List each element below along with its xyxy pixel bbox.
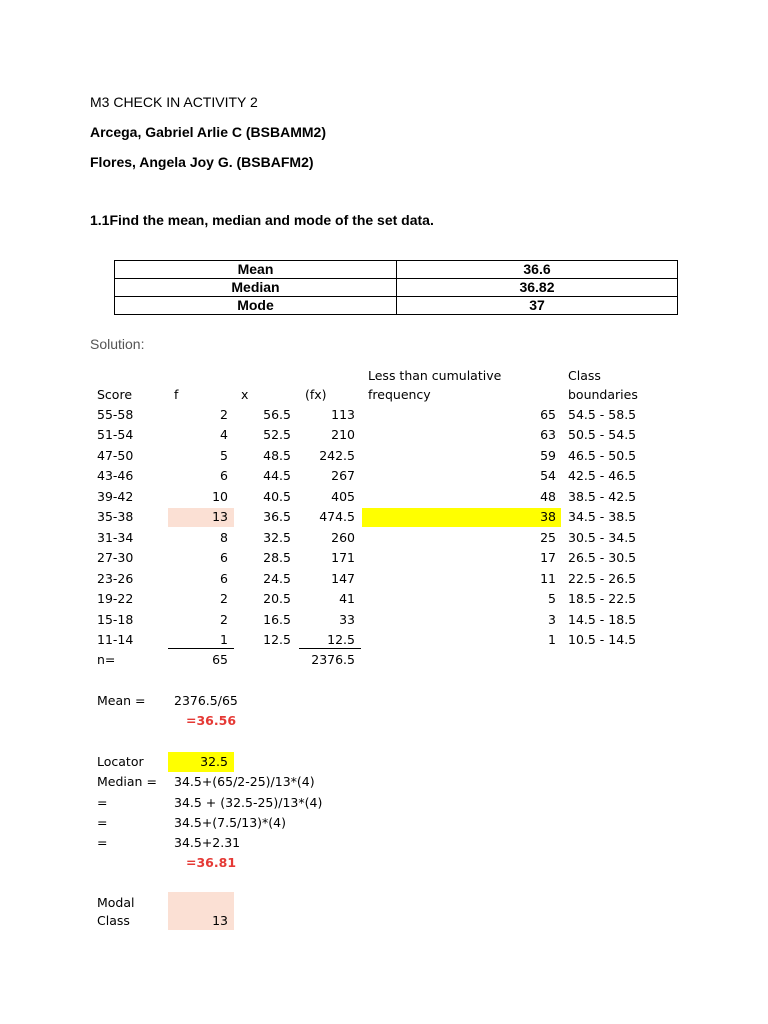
cell-fx: 267 [331,468,355,483]
median-label: Median = [97,774,157,789]
cell-fx: 405 [331,489,355,504]
summary-label: Mode [115,297,397,315]
cell-lcf: 65 [540,407,556,422]
equals-sign: = [97,815,108,830]
cell-lcf: 3 [548,612,556,627]
cell-x: 36.5 [263,509,291,524]
cell-score: 19-22 [97,591,134,606]
cell-score: 27-30 [97,550,134,565]
total-label: n= [97,652,116,667]
mean-result: =36.56 [186,713,237,728]
cell-f: 6 [220,550,228,565]
equals-sign: = [97,835,108,850]
cell-cb: 54.5 - 58.5 [568,407,637,422]
cell-x: 32.5 [263,530,291,545]
cell-x: 24.5 [263,571,291,586]
cell-fx: 210 [331,427,355,442]
cell-cb: 26.5 - 30.5 [568,550,637,565]
cell-x: 16.5 [263,612,291,627]
cell-f: 5 [220,448,228,463]
header-f: f [174,387,179,402]
header-score: Score [97,387,133,402]
cell-f: 6 [220,468,228,483]
author-1: Arcega, Gabriel Arlie C (BSBAMM2) [90,124,326,140]
cell-lcf: 38 [540,509,556,524]
median-step-3: 34.5+(7.5/13)*(4) [174,815,287,830]
summary-label: Mean [115,261,397,279]
cell-fx: 171 [331,550,355,565]
cell-fx: 242.5 [319,448,355,463]
median-step-2: 34.5 + (32.5-25)/13*(4) [174,795,323,810]
cell-score: 47-50 [97,448,134,463]
cell-score: 39-42 [97,489,134,504]
header-x: x [241,387,249,402]
summary-value: 36.82 [397,279,678,297]
summary-value: 36.6 [397,261,678,279]
cell-x: 28.5 [263,550,291,565]
mean-formula: 2376.5/65 [174,693,238,708]
summary-table [114,260,678,315]
cell-fx: 113 [331,407,355,422]
total-f: 65 [212,652,228,667]
cell-fx: 474.5 [319,509,355,524]
question-text: 1.1Find the mean, median and mode of the set data. [90,212,434,228]
cell-x: 52.5 [263,427,291,442]
locator-label: Locator [97,754,144,769]
modal-label: Modal [97,895,135,910]
cell-x: 12.5 [263,632,291,647]
cell-lcf: 17 [540,550,556,565]
median-step-4: 34.5+2.31 [174,835,241,850]
cell-cb: 30.5 - 34.5 [568,530,637,545]
cell-f: 13 [212,509,228,524]
locator-value: 32.5 [168,752,234,772]
cell-f: 8 [220,530,228,545]
cell-f: 6 [220,571,228,586]
summary-row-median [115,279,678,297]
cell-fx: 260 [331,530,355,545]
total-fx: 2376.5 [311,652,355,667]
fx-total-rule [299,648,361,649]
cell-cb: 42.5 - 46.5 [568,468,637,483]
header-cb-line1: Class [568,368,601,383]
cell-cb: 46.5 - 50.5 [568,448,637,463]
cell-x: 20.5 [263,591,291,606]
cell-x: 48.5 [263,448,291,463]
cell-lcf: 54 [540,468,556,483]
header-fx: (fx) [305,387,327,402]
median-step-1: 34.5+(65/2-25)/13*(4) [174,774,315,789]
cell-cb: 10.5 - 14.5 [568,632,637,647]
equals-sign: = [97,795,108,810]
header-cb-line2: boundaries [568,387,638,402]
cell-score: 55-58 [97,407,134,422]
cell-lcf: 1 [548,632,556,647]
summary-row-mean [115,261,678,279]
cell-score: 43-46 [97,468,134,483]
author-2: Flores, Angela Joy G. (BSBAFM2) [90,154,314,170]
f-total-rule [168,648,234,649]
cell-f: 2 [220,612,228,627]
median-result: =36.81 [186,855,237,870]
summary-label: Median [115,279,397,297]
cell-score: 35-38 [97,509,134,524]
cell-lcf: 5 [548,591,556,606]
cell-score: 15-18 [97,612,134,627]
cell-f: 10 [212,489,228,504]
cell-x: 40.5 [263,489,291,504]
cell-lcf: 48 [540,489,556,504]
cell-f: 2 [220,407,228,422]
cell-f: 1 [220,632,228,647]
cell-cb: 14.5 - 18.5 [568,612,637,627]
modal-class-value: 13 [212,913,228,928]
summary-row-mode [115,297,678,315]
cell-cb: 34.5 - 38.5 [568,509,637,524]
class-label: Class [97,913,130,928]
cell-lcf: 59 [540,448,556,463]
cell-fx: 33 [339,612,355,627]
cell-score: 11-14 [97,632,134,647]
cell-lcf: 11 [540,571,556,586]
cell-lcf: 63 [540,427,556,442]
cell-score: 23-26 [97,571,134,586]
cell-cb: 18.5 - 22.5 [568,591,637,606]
cell-score: 51-54 [97,427,134,442]
cell-fx: 41 [339,591,355,606]
cell-cb: 38.5 - 42.5 [568,489,637,504]
cell-fx: 12.5 [327,632,355,647]
cell-score: 31-34 [97,530,134,545]
cell-x: 44.5 [263,468,291,483]
page-title: M3 CHECK IN ACTIVITY 2 [90,94,258,110]
cell-x: 56.5 [263,407,291,422]
cell-lcf: 25 [540,530,556,545]
cell-f: 2 [220,591,228,606]
summary-value: 37 [397,297,678,315]
cell-cb: 50.5 - 54.5 [568,427,637,442]
header-lcf-line1: Less than cumulative [368,368,502,383]
cell-fx: 147 [331,571,355,586]
cell-f: 4 [220,427,228,442]
cell-cb: 22.5 - 26.5 [568,571,637,586]
solution-label: Solution: [90,336,145,352]
mean-label: Mean = [97,693,146,708]
header-lcf-line2: frequency [368,387,431,402]
